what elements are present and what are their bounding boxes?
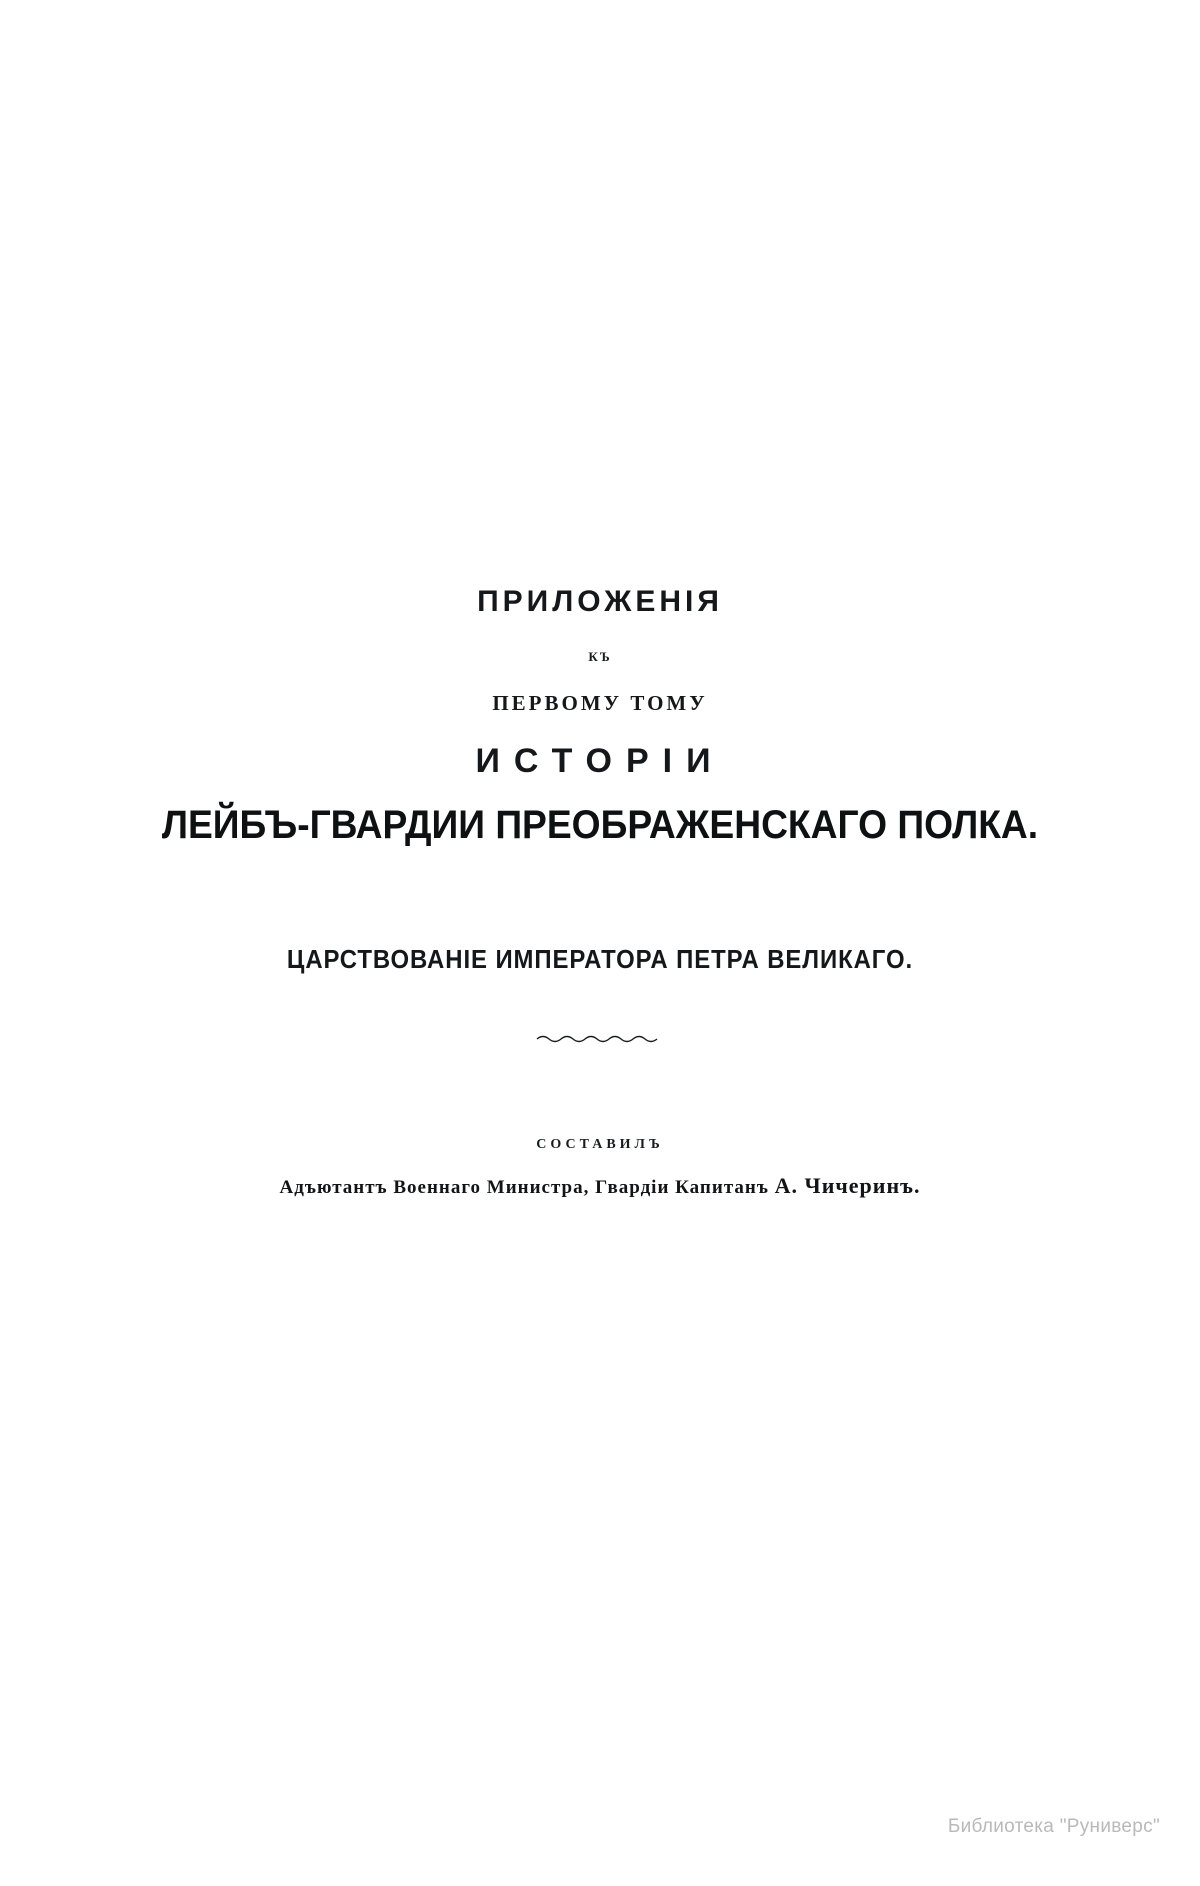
author-name: А. Чичеринъ. xyxy=(774,1173,921,1198)
author-line xyxy=(0,1173,1200,1199)
preposition-line: КЪ xyxy=(588,649,612,664)
library-watermark: Библиотека "Руниверс" xyxy=(947,1816,1160,1837)
wavy-rule-ornament-icon xyxy=(0,1029,1200,1049)
volume-line: ПЕРВОМУ ТОМУ xyxy=(492,691,708,715)
compiled-label: СОСТАВИЛЪ xyxy=(536,1137,664,1152)
page-title: ПРИЛОЖЕНІЯ xyxy=(477,585,723,618)
title-block xyxy=(0,585,1200,1199)
history-word: ИСТОРІИ xyxy=(475,742,725,780)
reign-subtitle: ЦАРСТВОВАНІЕ ИМПЕРАТОРА ПЕТРА ВЕЛИКАГО. xyxy=(286,944,914,974)
author-title: Адъютантъ Военнаго Министра, Гвардіи Капитанъ xyxy=(279,1177,769,1198)
regiment-line: ЛЕЙБЪ-ГВАРДИИ ПРЕОБРАЖЕНСКАГО ПОЛКА. xyxy=(161,803,1039,847)
